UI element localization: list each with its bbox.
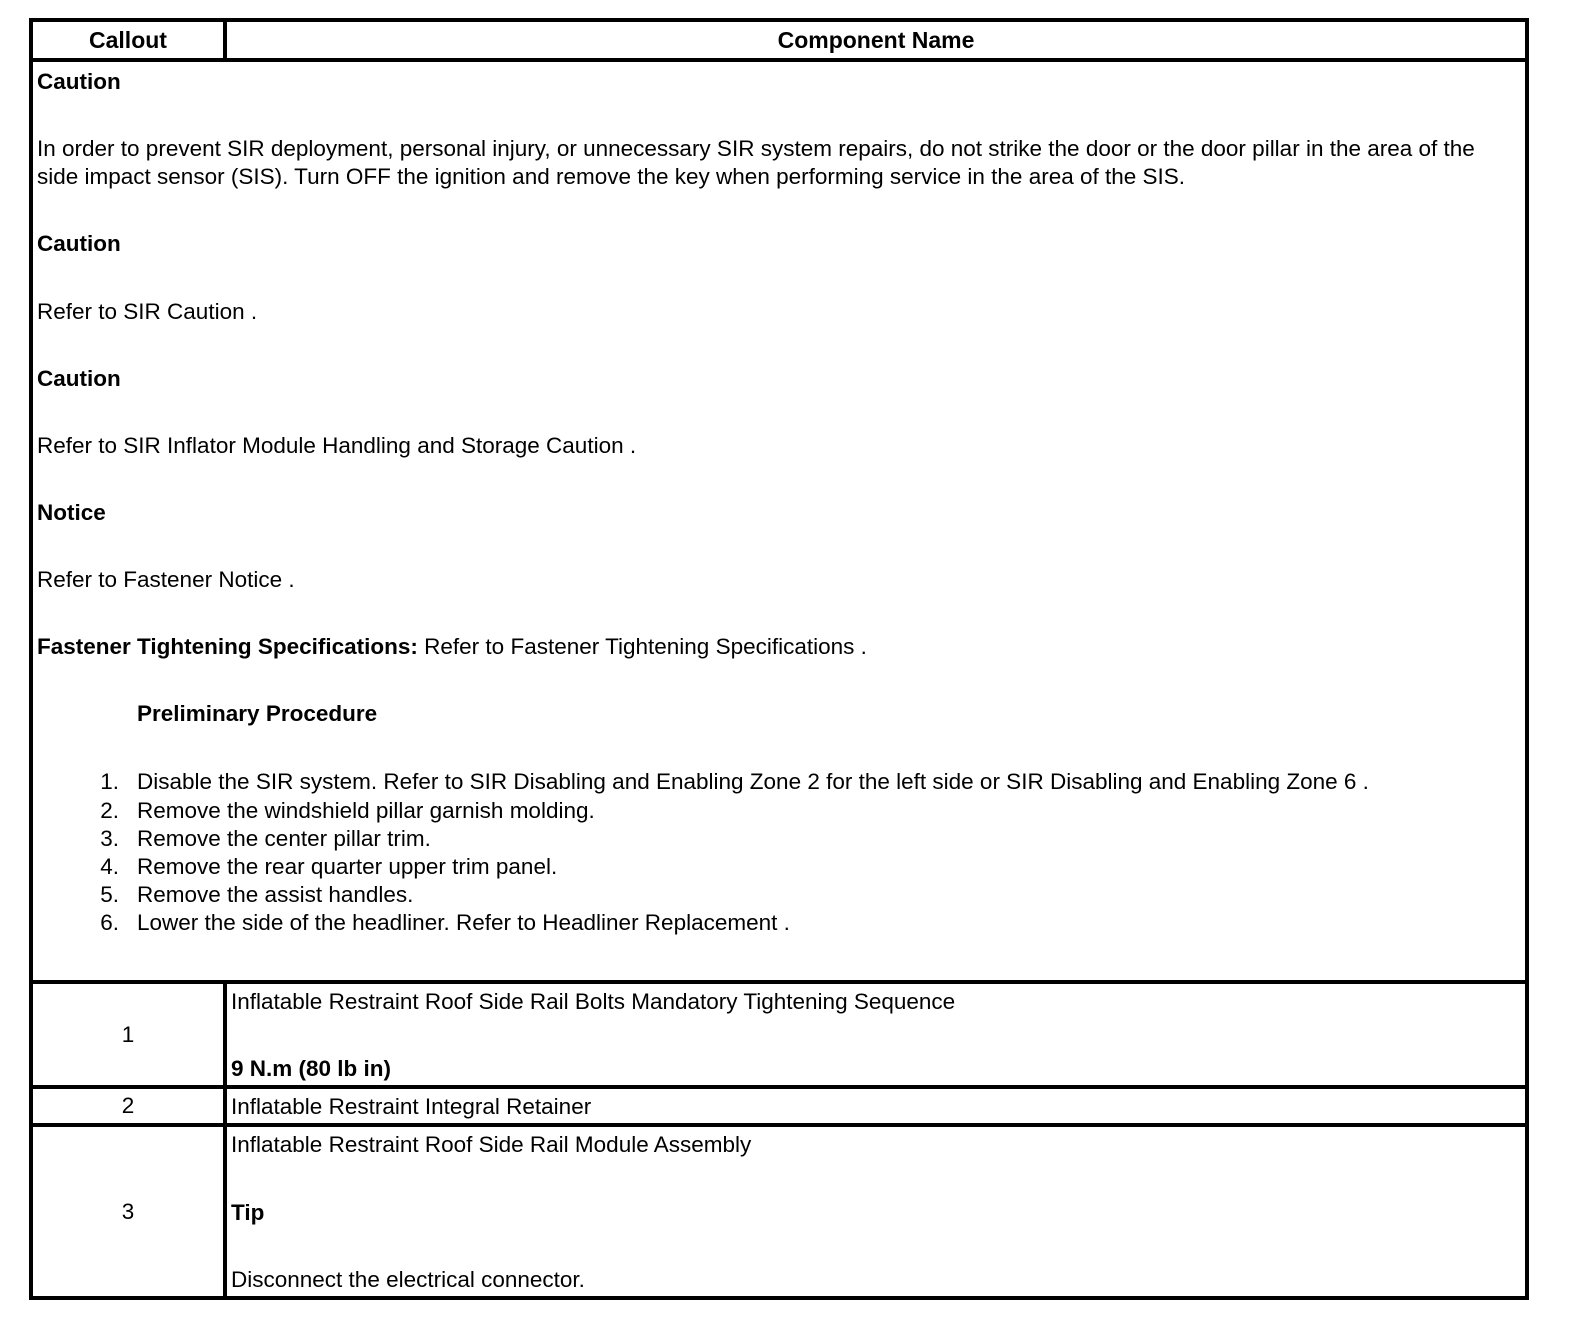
tip-title: Tip bbox=[231, 1199, 265, 1225]
procedure-step bbox=[37, 853, 1521, 881]
tip-text: Disconnect the electrical connector. bbox=[231, 1266, 585, 1292]
spacer bbox=[37, 191, 1521, 230]
components-table bbox=[29, 18, 1529, 1300]
step-number: 3. bbox=[100, 825, 119, 851]
procedure-step bbox=[37, 881, 1521, 909]
table-row bbox=[31, 1125, 1527, 1297]
component-name: Inflatable Restraint Roof Side Rail Module Assembly bbox=[231, 1132, 752, 1158]
caution-3-title: Caution bbox=[37, 365, 121, 391]
spacer bbox=[231, 1227, 1521, 1266]
spacer bbox=[37, 460, 1521, 499]
step-text: Remove the assist handles. bbox=[137, 881, 414, 907]
callout-cell: 3 bbox=[31, 1125, 225, 1297]
procedure-step bbox=[37, 797, 1521, 825]
fastener-spec-text: Refer to Fastener Tightening Specifications . bbox=[417, 634, 867, 660]
component-name-cell bbox=[225, 1125, 1527, 1297]
spacer bbox=[37, 661, 1521, 700]
spacer bbox=[37, 259, 1521, 298]
caution-1-text: In order to prevent SIR deployment, personal injury, or unnecessary SIR system repairs, do not strike the door or the door pillar in the area of the side impact sensor (SIS). Turn OFF the ignition and remove the key when performing service in the area of the SIS. bbox=[37, 136, 1475, 190]
procedure-steps bbox=[37, 768, 1521, 937]
component-name-column-header: Component Name bbox=[225, 20, 1527, 60]
notice-text: Refer to Fastener Notice . bbox=[37, 567, 295, 592]
spacer bbox=[37, 527, 1521, 566]
notice-title: Notice bbox=[37, 499, 106, 525]
caution-2-text: Refer to SIR Caution . bbox=[37, 298, 258, 324]
spacer bbox=[37, 96, 1521, 135]
caution-2-title: Caution bbox=[37, 231, 121, 257]
step-text: Remove the rear quarter upper trim panel. bbox=[137, 853, 558, 879]
callout-column-header: Callout bbox=[31, 20, 225, 60]
component-name-cell bbox=[225, 982, 1527, 1087]
step-number: 5. bbox=[100, 881, 119, 907]
callout-cell: 2 bbox=[31, 1087, 225, 1125]
step-number: 6. bbox=[100, 910, 119, 935]
component-name-cell bbox=[225, 1087, 1527, 1125]
component-name: Inflatable Restraint Roof Side Rail Bolts Mandatory Tightening Sequence bbox=[231, 989, 956, 1014]
step-text: Remove the windshield pillar garnish molding. bbox=[137, 797, 595, 823]
procedure-step bbox=[37, 768, 1521, 796]
spacer bbox=[37, 728, 1521, 768]
fastener-spec-label: Fastener Tightening Specifications: bbox=[37, 634, 418, 660]
table-row bbox=[31, 982, 1527, 1087]
step-number: 4. bbox=[100, 853, 119, 879]
table-header-row bbox=[31, 20, 1527, 60]
step-text: Lower the side of the headliner. Refer to Headliner Replacement . bbox=[137, 910, 790, 935]
caution-1-title: Caution bbox=[37, 69, 121, 94]
intro-row bbox=[31, 60, 1527, 982]
spacer bbox=[37, 326, 1521, 365]
spacer bbox=[231, 1016, 1521, 1055]
spacer bbox=[231, 1160, 1521, 1199]
step-text: Disable the SIR system. Refer to SIR Disabling and Enabling Zone 2 for the left side or SIR Disabling and Enabling Zone 6 . bbox=[137, 769, 1369, 795]
preliminary-procedure-title: Preliminary Procedure bbox=[137, 701, 378, 727]
step-text: Remove the center pillar trim. bbox=[137, 825, 431, 851]
procedure-step bbox=[37, 825, 1521, 853]
callout-cell: 1 bbox=[31, 982, 225, 1087]
spacer bbox=[37, 594, 1521, 633]
procedure-step bbox=[37, 909, 1521, 937]
fastener-spec-line bbox=[37, 633, 1521, 661]
step-number: 2. bbox=[100, 797, 119, 823]
component-name: Inflatable Restraint Integral Retainer bbox=[231, 1094, 592, 1120]
intro-cell bbox=[31, 60, 1527, 982]
caution-3-text: Refer to SIR Inflator Module Handling and Storage Caution . bbox=[37, 432, 637, 458]
torque-spec: 9 N.m (80 lb in) bbox=[231, 1056, 392, 1082]
step-number: 1. bbox=[100, 769, 119, 795]
spacer bbox=[37, 393, 1521, 432]
table-row bbox=[31, 1087, 1527, 1125]
